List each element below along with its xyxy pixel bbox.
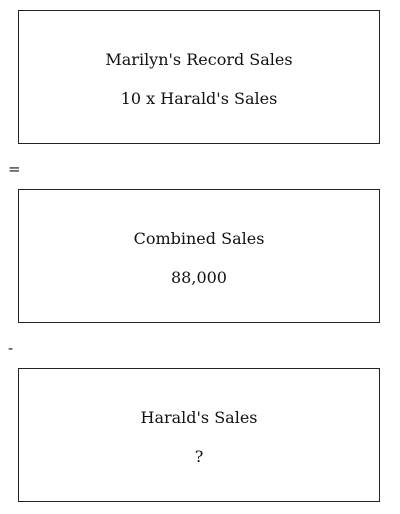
harald-sales-label: Harald's Sales [140,408,258,427]
marilyn-sales-box [18,10,380,144]
harald-sales-value: ? [194,447,204,466]
harald-sales-box [18,368,380,502]
equals-operator: = [8,160,21,178]
combined-sales-label: Combined Sales [133,229,265,248]
combined-sales-box [18,189,380,323]
minus-operator: - [8,339,14,357]
combined-sales-value: 88,000 [171,268,227,287]
marilyn-sales-value: 10 x Harald's Sales [120,89,278,108]
marilyn-sales-label: Marilyn's Record Sales [105,50,293,69]
